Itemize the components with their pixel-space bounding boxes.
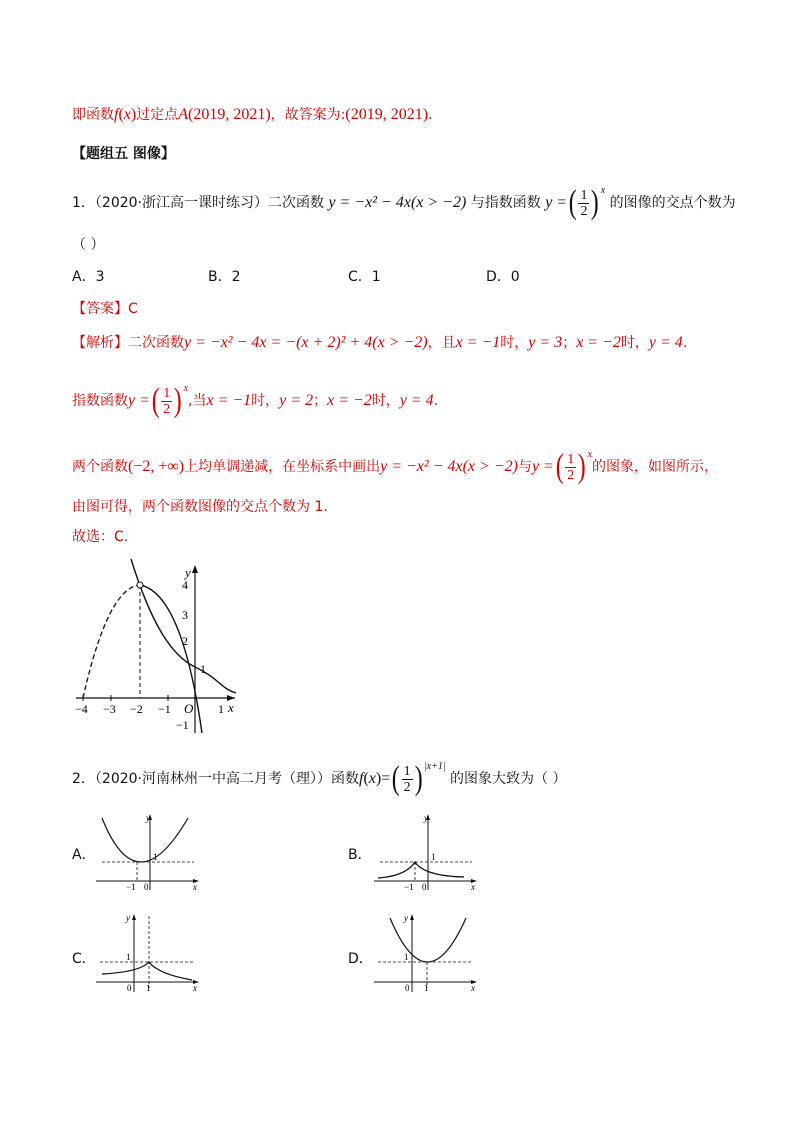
- svg-text:x: x: [471, 983, 475, 993]
- svg-text:1: 1: [431, 852, 436, 862]
- q2-option-b-label[interactable]: B．: [348, 847, 372, 863]
- y-axis-arrow: [192, 565, 198, 573]
- section-heading: 【题组五 图像】: [72, 146, 175, 162]
- svg-text:1: 1: [146, 983, 151, 993]
- question-2-stem: 2．（2020·河南林州一中高二月考（理））函数f(x)=( $\frac{1}{2}$ ) $^{|x+1|}$ 的图象大致为（ ）: [72, 760, 567, 797]
- question-1-stem: 1．（2020·浙江高一课时练习）二次函数 y = −x² − 4x(x > −2) 与指数函数 y =( $\frac{1}{2}$ ) $^x$ 的图像的交点个数为: [72, 184, 736, 221]
- intersection-graph: [70, 555, 240, 735]
- svg-text:0: 0: [405, 983, 410, 993]
- svg-text:0: 0: [127, 983, 132, 993]
- q2-option-c-label[interactable]: C．: [72, 951, 96, 967]
- option-a[interactable]: A．3: [72, 269, 105, 285]
- analysis-line-2: 指数函数y =( $\frac{1}{2}$ ) $^x$,当x = −1时，y = 2；x = −2时，y = 4.: [72, 382, 439, 419]
- svg-text:1: 1: [404, 952, 409, 962]
- y-tick-1: 1: [200, 662, 206, 676]
- x-tick-1: 1: [218, 702, 224, 716]
- y-axis-label: y: [185, 565, 191, 580]
- svg-text:y: y: [424, 813, 428, 823]
- question-1-blank: （ ）: [72, 237, 105, 253]
- svg-text:1: 1: [153, 852, 158, 862]
- origin-label: O: [184, 701, 194, 716]
- conclusion-line: 故选：C.: [72, 529, 129, 545]
- q2-option-b-graph[interactable]: [372, 812, 482, 892]
- analysis-line-3: 两个函数(−2, +∞)上均单调递减，在坐标系中画出y = −x² − 4x(x > −2)与y =( $\frac{1}{2}$ ) $^x$的图象，如图所示，: [72, 448, 718, 485]
- y-tick-minus1: −1: [176, 718, 189, 732]
- q2-option-d-graph[interactable]: [372, 912, 482, 994]
- analysis-line-1: 【解析】二次函数y = −x² − 4x = −(x + 2)² + 4(x > −2)，且x = −1时，y = 3；x = −2时，y = 4.: [72, 334, 688, 351]
- svg-text:0: 0: [422, 882, 427, 892]
- svg-text:0: 0: [144, 882, 149, 892]
- curve-c: [102, 962, 192, 980]
- y-tick-2: 2: [182, 634, 188, 648]
- answer-line: 【答案】C: [72, 301, 138, 317]
- parabola-dashed-part: [83, 585, 140, 698]
- svg-text:1: 1: [424, 983, 429, 993]
- y-tick-3: 3: [182, 608, 188, 622]
- curve-b: [378, 862, 464, 878]
- curve-d: [390, 918, 466, 962]
- vertex-point: [137, 582, 143, 588]
- fraction-one-half: $\frac{1}{2}$: [580, 187, 588, 219]
- option-d[interactable]: D．0: [486, 269, 520, 285]
- svg-text:x: x: [471, 882, 475, 892]
- svg-text:y: y: [146, 813, 150, 823]
- option-b[interactable]: B．2: [208, 269, 241, 285]
- svg-text:−1: −1: [404, 882, 414, 892]
- q2-option-c-graph[interactable]: [94, 912, 204, 994]
- curve-a: [102, 818, 188, 862]
- svg-text:x: x: [193, 983, 197, 993]
- q2-option-a-label[interactable]: A．: [72, 847, 96, 863]
- svg-text:y: y: [404, 913, 408, 923]
- x-tick-minus2: −2: [130, 702, 143, 716]
- svg-text:y: y: [126, 913, 130, 923]
- y-tick-4: 4: [182, 578, 188, 592]
- q2-option-d-label[interactable]: D．: [348, 951, 373, 967]
- x-tick-minus4: −4: [75, 702, 88, 716]
- svg-text:1: 1: [126, 952, 131, 962]
- svg-text:−1: −1: [126, 882, 136, 892]
- x-axis-label: x: [228, 700, 234, 715]
- x-tick-minus1: −1: [158, 702, 171, 716]
- answer-line-previous: 即函数f(x)过定点A(2019, 2021)，故答案为:(2019, 2021).: [72, 106, 433, 123]
- x-tick-minus3: −3: [103, 702, 116, 716]
- analysis-line-4: 由图可得，两个函数图像的交点个数为 1.: [72, 499, 328, 515]
- option-c[interactable]: C．1: [348, 269, 381, 285]
- svg-text:x: x: [193, 882, 197, 892]
- q2-option-a-graph[interactable]: [94, 812, 204, 892]
